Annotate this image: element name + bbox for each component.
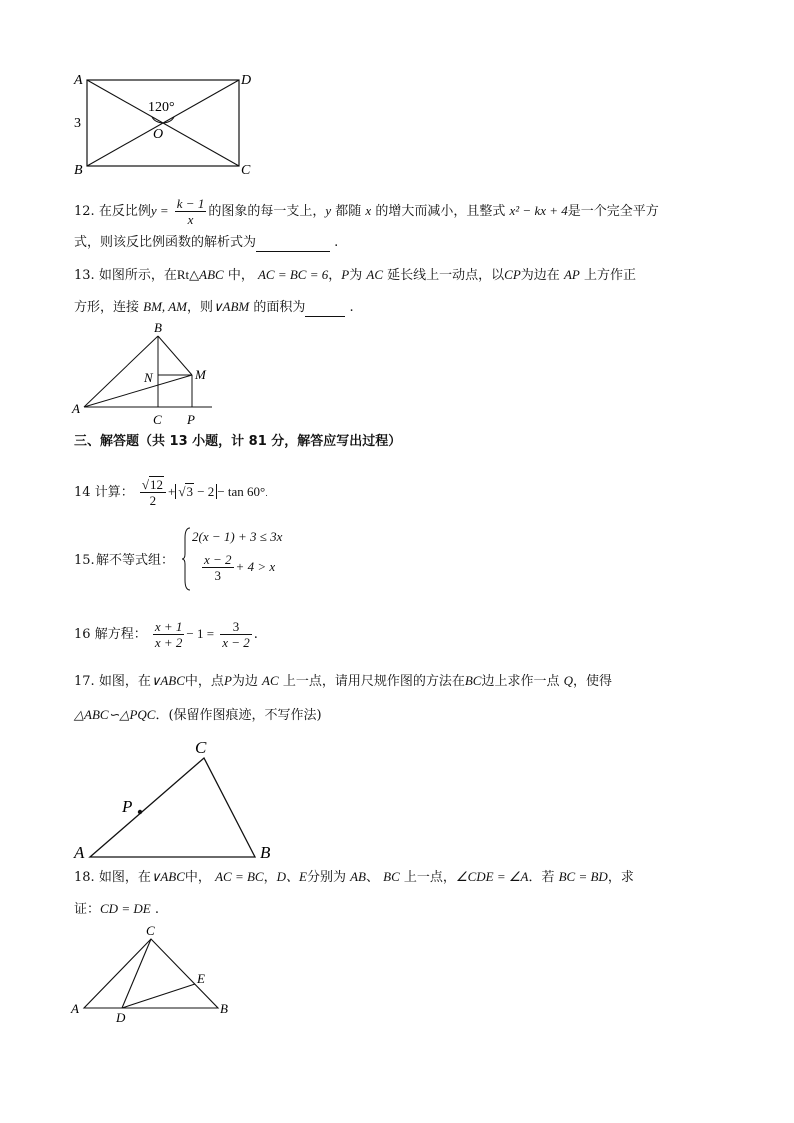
label-a: A (74, 843, 85, 862)
question-17-line2 (74, 706, 322, 725)
q16-f1-num: x + 1 (154, 619, 183, 634)
q14-abs: √3 − 2 (175, 484, 217, 499)
q12-text1: 在反比例 (98, 204, 151, 219)
question-18-line2 (74, 900, 159, 919)
q12-text3: 都随 (335, 204, 362, 219)
question-13-line2 (74, 298, 354, 317)
q15-brace (182, 526, 192, 592)
q13-line1e: 延长线上一动点，以 (387, 268, 505, 283)
q18-cdde: CD = DE (100, 901, 151, 916)
q14-number: 14 (74, 485, 91, 500)
q12-end: . (334, 235, 339, 250)
question-12-line1 (74, 196, 659, 227)
q12-number: 12. (74, 204, 95, 219)
q14-fraction (140, 477, 166, 508)
q12-text5: 是一个完全平方 (567, 204, 659, 219)
q12-answer-blank[interactable] (256, 237, 330, 252)
q18-acbc: AC = BC (215, 869, 264, 884)
q13-bmam: BM, AM (143, 299, 187, 314)
q15-number: 15. (74, 553, 95, 568)
q13-line2b: ，则 (186, 300, 213, 315)
q12-text2: 的图象的每一支上， (208, 204, 326, 219)
question-14 (74, 472, 268, 512)
label-d: D (116, 1010, 126, 1025)
q13-line2c: 的面积为 (253, 300, 306, 315)
label-n: N (144, 370, 153, 385)
q17-line1d: 上一点，请用尺规作图的方法在 (282, 674, 465, 689)
q18-line2a: 证： (74, 902, 101, 917)
label-a: A (71, 1001, 79, 1016)
q15-ineq1: 2(x − 1) + 3 ≤ 3x (192, 529, 283, 544)
q15-frac (202, 552, 234, 583)
q14-frac-den: 2 (149, 493, 157, 508)
label-b: B (260, 843, 271, 862)
q18-number: 18. (74, 870, 95, 885)
q17-line1f: ，使得 (573, 674, 613, 689)
q15-ineq2 (200, 552, 275, 583)
q13-abm: ∨ABM (212, 299, 250, 314)
q14-sqrt3: 3 (186, 484, 193, 499)
q12-frac-num: k − 1 (176, 196, 205, 211)
q14-end: . (265, 489, 268, 498)
question-12-line2 (74, 234, 338, 252)
q12-frac-den: x (187, 212, 194, 227)
label-b: B (74, 163, 83, 178)
q16-label: 解方程： (94, 627, 147, 642)
q14-rest: − tan 60° (217, 484, 266, 499)
segment-bm (158, 336, 192, 375)
q17-similar: △ABC∽△PQC (74, 707, 156, 722)
q18-abc: ∨ABC (150, 869, 185, 884)
q17-line2: ．(保留作图痕迹，不写作法) (155, 708, 322, 723)
q16-f2-den: x − 2 (222, 635, 250, 650)
label-c: C (195, 738, 207, 757)
q13-number: 13. (74, 268, 95, 283)
q17-q: Q (563, 673, 573, 688)
q13-end: . (349, 300, 354, 315)
question-18-line1 (74, 868, 634, 887)
q13-line1d: 为 (349, 268, 363, 283)
q13-line1a: 如图所示，在 (98, 268, 177, 283)
q13-line1c: ， (328, 268, 342, 283)
question-17-line1 (74, 672, 612, 691)
q16-mid: − 1 = (186, 626, 215, 641)
q12-line2: 式，则该反比例函数的解析式为 (74, 235, 257, 250)
q18-bc: BC (383, 869, 400, 884)
label-angle: 120° (148, 100, 175, 115)
q13-line1g: 上方作正 (583, 268, 636, 283)
q17-number: 17. (74, 674, 95, 689)
label-c: C (146, 923, 155, 938)
q17-line1a: 如图，在 (98, 674, 151, 689)
label-o: O (153, 127, 164, 142)
q18-ab: AB (350, 869, 366, 884)
q17-abc: ∨ABC (150, 673, 185, 688)
label-b: B (220, 1001, 228, 1016)
q12-text4: 的增大而减小，且整式 (375, 204, 506, 219)
label-m: M (195, 367, 206, 382)
q17-line1e: 边上求作一点 (481, 674, 560, 689)
q13-line2a: 方形，连接 (74, 300, 140, 315)
q13-answer-blank[interactable] (305, 302, 345, 317)
q18-line1e: 上一点， (403, 870, 456, 885)
q18-bcbd: BC = BD (558, 869, 608, 884)
section-heading: 三、解答题（共 13 小题，计 81 分，解答应写出过程） (74, 434, 402, 449)
q13-p: P (341, 267, 350, 282)
q17-bc: BC (464, 673, 482, 688)
q18-line1d: 分别为 (306, 870, 346, 885)
label-p: P (187, 412, 195, 427)
q16-end: . (253, 627, 258, 642)
q17-line1c: 为边 (231, 674, 258, 689)
label-e: E (197, 971, 205, 986)
q16-frac2 (220, 619, 252, 650)
q13-ac: AC (366, 267, 384, 282)
rectangle-figure (68, 68, 268, 180)
segment-de (122, 984, 195, 1008)
label-side: 3 (74, 116, 81, 131)
q18-line1g: ，求 (607, 870, 634, 885)
label-b: B (154, 320, 162, 335)
q16-f2-num: 3 (220, 619, 252, 635)
question-16 (74, 614, 258, 654)
q15-frac-den: 3 (214, 568, 222, 583)
angle-arc (152, 117, 174, 123)
q13-cp: CP (504, 267, 521, 282)
label-p: P (122, 797, 133, 816)
q17-ac: AC (262, 673, 279, 688)
q13-line1b: 中， (227, 268, 254, 283)
q16-frac1 (153, 619, 185, 650)
isosceles-triangle-figure (66, 920, 236, 1030)
q18-line1b: 中， (184, 870, 211, 885)
q13-abc: ABC (199, 267, 224, 282)
label-c: C (153, 412, 162, 427)
q13-acbc: AC = BC = 6 (257, 267, 329, 282)
q18-angle: ∠CDE = ∠A (455, 869, 529, 884)
q18-end: . (154, 902, 159, 917)
q17-p: P (223, 673, 232, 688)
segment-cd (122, 939, 151, 1008)
triangle-construction-figure (66, 734, 286, 868)
q14-abs-rest: − 2 (193, 484, 215, 499)
q18-line1c: ， (263, 870, 277, 885)
q13-ap: AP (563, 267, 580, 282)
square-triangle-figure (70, 318, 220, 430)
q14-label: 计算： (94, 485, 134, 500)
q15-ineq2-rest: + 4 > x (235, 559, 276, 574)
q18-line1a: 如图，在 (98, 870, 151, 885)
question-13-line1 (74, 266, 636, 285)
q15-frac-num: x − 2 (204, 552, 232, 567)
q18-line1f: ．若 (528, 870, 555, 885)
triangle-abc (90, 758, 255, 857)
label-a: A (72, 401, 80, 416)
q14-frac-num: √12 (140, 477, 166, 493)
q18-de: D、E (276, 869, 307, 884)
q13-line1f: 为边在 (520, 268, 560, 283)
q16-number: 16 (74, 627, 91, 642)
label-c: C (241, 163, 251, 178)
point-p (138, 810, 142, 814)
q14-sqrt12: 12 (149, 477, 163, 492)
q12-poly: x² − kx + 4 (509, 203, 568, 218)
q12-eq-lhs: y = (150, 203, 169, 218)
label-a: A (74, 73, 83, 88)
q14-plus: + (167, 484, 176, 499)
q12-fraction (175, 196, 207, 227)
q18-sep: 、 (365, 870, 379, 885)
q12-x: x (365, 203, 372, 218)
q12-y: y (325, 203, 332, 218)
q15-label: 解不等式组： (96, 553, 175, 568)
q13-rt: Rt△ (176, 267, 200, 282)
q17-line1b: 中，点 (184, 674, 224, 689)
label-d: D (241, 73, 252, 88)
q16-f1-den: x + 2 (154, 635, 183, 650)
